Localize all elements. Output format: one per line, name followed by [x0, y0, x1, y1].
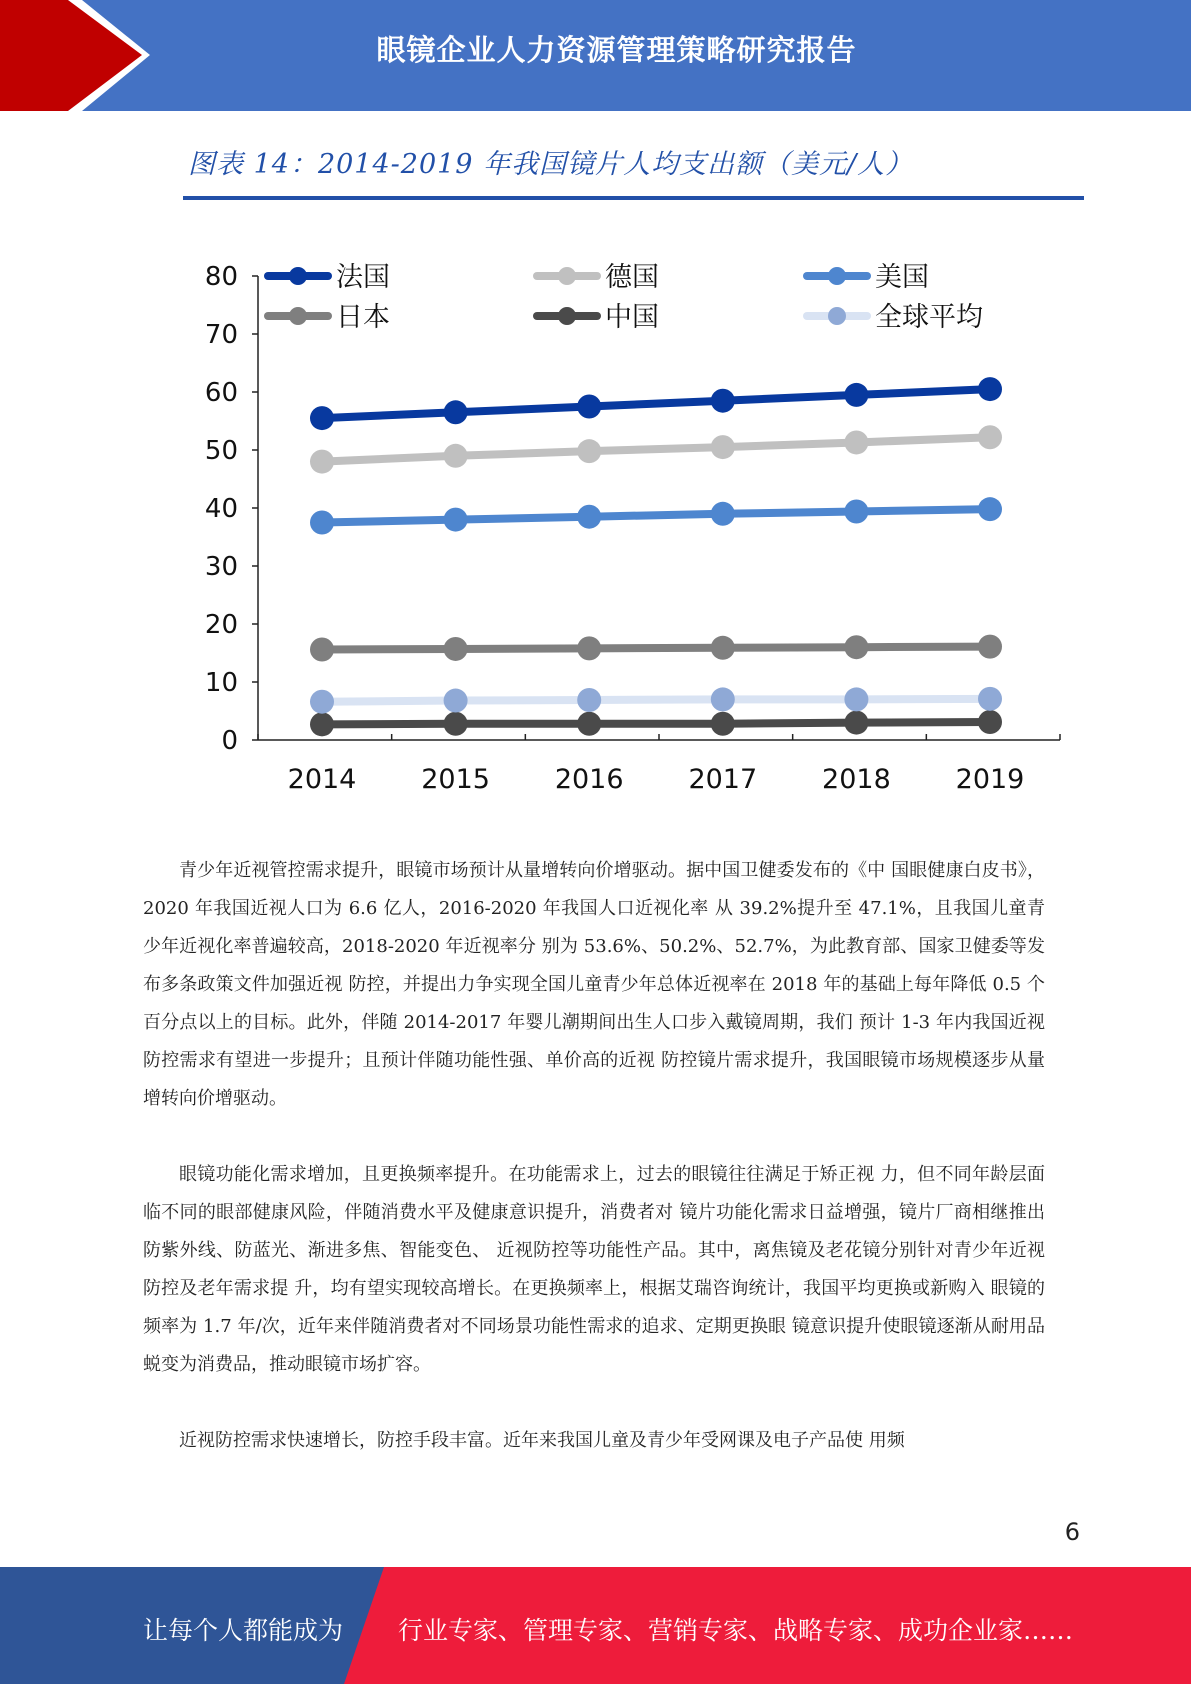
- y-tick-label-60: 60: [204, 378, 238, 408]
- series-line-1: [322, 437, 990, 461]
- legend-swatch-dot-3: [289, 307, 307, 325]
- page-number: 6: [1064, 1518, 1080, 1546]
- y-tick-label-70: 70: [204, 320, 238, 350]
- x-tick-label-2018: 2018: [822, 764, 891, 795]
- data-point-0-0: [310, 406, 334, 430]
- data-point-5-0: [310, 690, 334, 714]
- header-band: [0, 0, 1191, 111]
- series-line-5: [322, 699, 990, 702]
- data-point-1-4: [844, 430, 868, 454]
- x-tick-label-2015: 2015: [421, 764, 490, 795]
- data-point-5-3: [711, 687, 735, 711]
- footer-slogan-left: 让每个人都能成为: [143, 1616, 344, 1645]
- x-tick-label-2017: 2017: [688, 764, 758, 795]
- paragraph-1: 青少年近视管控需求提升，眼镜市场预计从量增转向价增驱动。据中国卫健委发布的《中 国眼健康白皮书》，2020 年我国近视人口为 6.6 亿人，2016-2020 年我国人口近视化率 从 39.2%提升至 47.1%，且我国儿童青少年近视化率普遍较高，2018-2020 年近视率分 别为 53.6%、50.2%、52.7%，为此教育部、国家卫健委等发布多条政策文件加强近视 防控，并提出力争实现全国儿童青少年总体近视率在 2018 年的基础上每年降低 0.5 个 百分点以上的目标。此外，伴随 2014-2017 年婴儿潮期间出生人口步入戴镜周期，我们 预计 1-3 年内我国近视防控需求有望进一步提升；且预计伴随功能性强、单价高的近视 防控镜片需求提升，我国眼镜市场规模逐步从量增转向价增驱动。: [143, 860, 1045, 1109]
- y-tick-label-30: 30: [204, 552, 238, 582]
- series-line-0: [322, 389, 990, 418]
- legend-label-4: 中国: [605, 302, 659, 333]
- series-line-4: [322, 722, 990, 724]
- data-point-1-3: [711, 435, 735, 459]
- legend-swatch-dot-5: [828, 307, 846, 325]
- data-point-2-3: [711, 502, 735, 526]
- data-point-0-5: [978, 377, 1002, 401]
- series-line-3: [322, 647, 990, 650]
- data-point-4-0: [310, 712, 334, 736]
- data-point-3-4: [844, 635, 868, 659]
- data-point-1-1: [444, 444, 468, 468]
- figure-caption: 图表 14：2014-2019 年我国镜片人均支出额（美元/人）: [188, 149, 914, 180]
- x-tick-label-2014: 2014: [287, 764, 357, 795]
- data-point-4-3: [711, 712, 735, 736]
- data-point-1-5: [978, 425, 1002, 449]
- y-tick-label-40: 40: [204, 494, 238, 524]
- legend-label-0: 法国: [336, 262, 390, 293]
- data-point-5-1: [444, 689, 468, 713]
- data-point-2-1: [444, 508, 468, 532]
- data-point-2-4: [844, 499, 868, 523]
- data-point-4-5: [978, 710, 1002, 734]
- legend-swatch-dot-0: [289, 267, 307, 285]
- data-point-5-2: [577, 688, 601, 712]
- data-point-2-0: [310, 511, 334, 535]
- y-tick-label-50: 50: [204, 436, 238, 466]
- data-point-0-1: [444, 400, 468, 424]
- data-point-5-4: [844, 687, 868, 711]
- body-text: [143, 852, 1045, 1498]
- legend-label-2: 美国: [875, 262, 929, 293]
- legend-label-5: 全球平均: [875, 302, 983, 333]
- data-point-5-5: [978, 687, 1002, 711]
- data-point-1-2: [577, 439, 601, 463]
- data-point-0-3: [711, 389, 735, 413]
- y-tick-label-20: 20: [204, 610, 238, 640]
- data-point-2-2: [577, 505, 601, 529]
- report-title: 眼镜企业人力资源管理策略研究报告: [376, 33, 857, 67]
- data-point-3-5: [978, 635, 1002, 659]
- paragraph-2: 眼镜功能化需求增加，且更换频率提升。在功能需求上，过去的眼镜往往满足于矫正视 力，但不同年龄层面临不同的眼部健康风险，伴随消费水平及健康意识提升，消费者对 镜片功能化需求日益增强，镜片厂商相继推出防紫外线、防蓝光、渐进多焦、智能变色、 近视防控等功能性产品。其中，离焦镜及老花镜分别针对青少年近视防控及老年需求提 升，均有望实现较高增长。在更换频率上，根据艾瑞咨询统计，我国平均更换或新购入 眼镜的频率为 1.7 年/次，近年来伴随消费者对不同场景功能性需求的追求、定期更换眼 镜意识提升使眼镜逐渐从耐用品蜕变为消费品，推动眼镜市场扩容。: [143, 1164, 1045, 1375]
- data-point-3-2: [577, 636, 601, 660]
- legend-label-3: 日本: [336, 302, 390, 333]
- y-tick-label-10: 10: [204, 668, 238, 698]
- x-tick-label-2019: 2019: [955, 764, 1025, 795]
- data-point-3-0: [310, 638, 334, 662]
- line-chart: [170, 240, 1080, 810]
- legend-swatch-dot-1: [558, 267, 576, 285]
- data-point-4-1: [444, 712, 468, 736]
- caption-divider: [183, 196, 1084, 200]
- data-point-3-3: [711, 636, 735, 660]
- paragraph-3: 近视防控需求快速增长，防控手段丰富。近年来我国儿童及青少年受网课及电子产品使 用频: [179, 1430, 905, 1451]
- y-tick-label-80: 80: [204, 262, 238, 292]
- data-point-0-2: [577, 395, 601, 419]
- data-point-4-2: [577, 712, 601, 736]
- data-point-1-0: [310, 450, 334, 474]
- footer-band: [0, 1567, 1191, 1684]
- data-point-2-5: [978, 497, 1002, 521]
- legend-swatch-dot-2: [828, 267, 846, 285]
- legend-label-1: 德国: [605, 262, 659, 293]
- data-point-3-1: [444, 637, 468, 661]
- x-tick-label-2016: 2016: [554, 764, 624, 795]
- footer-slogan-right: 行业专家、管理专家、营销专家、战略专家、成功企业家……: [398, 1616, 1074, 1645]
- series-line-2: [322, 509, 990, 522]
- y-tick-label-0: 0: [221, 726, 238, 756]
- legend-swatch-dot-4: [558, 307, 576, 325]
- data-point-4-4: [844, 711, 868, 735]
- data-point-0-4: [844, 383, 868, 407]
